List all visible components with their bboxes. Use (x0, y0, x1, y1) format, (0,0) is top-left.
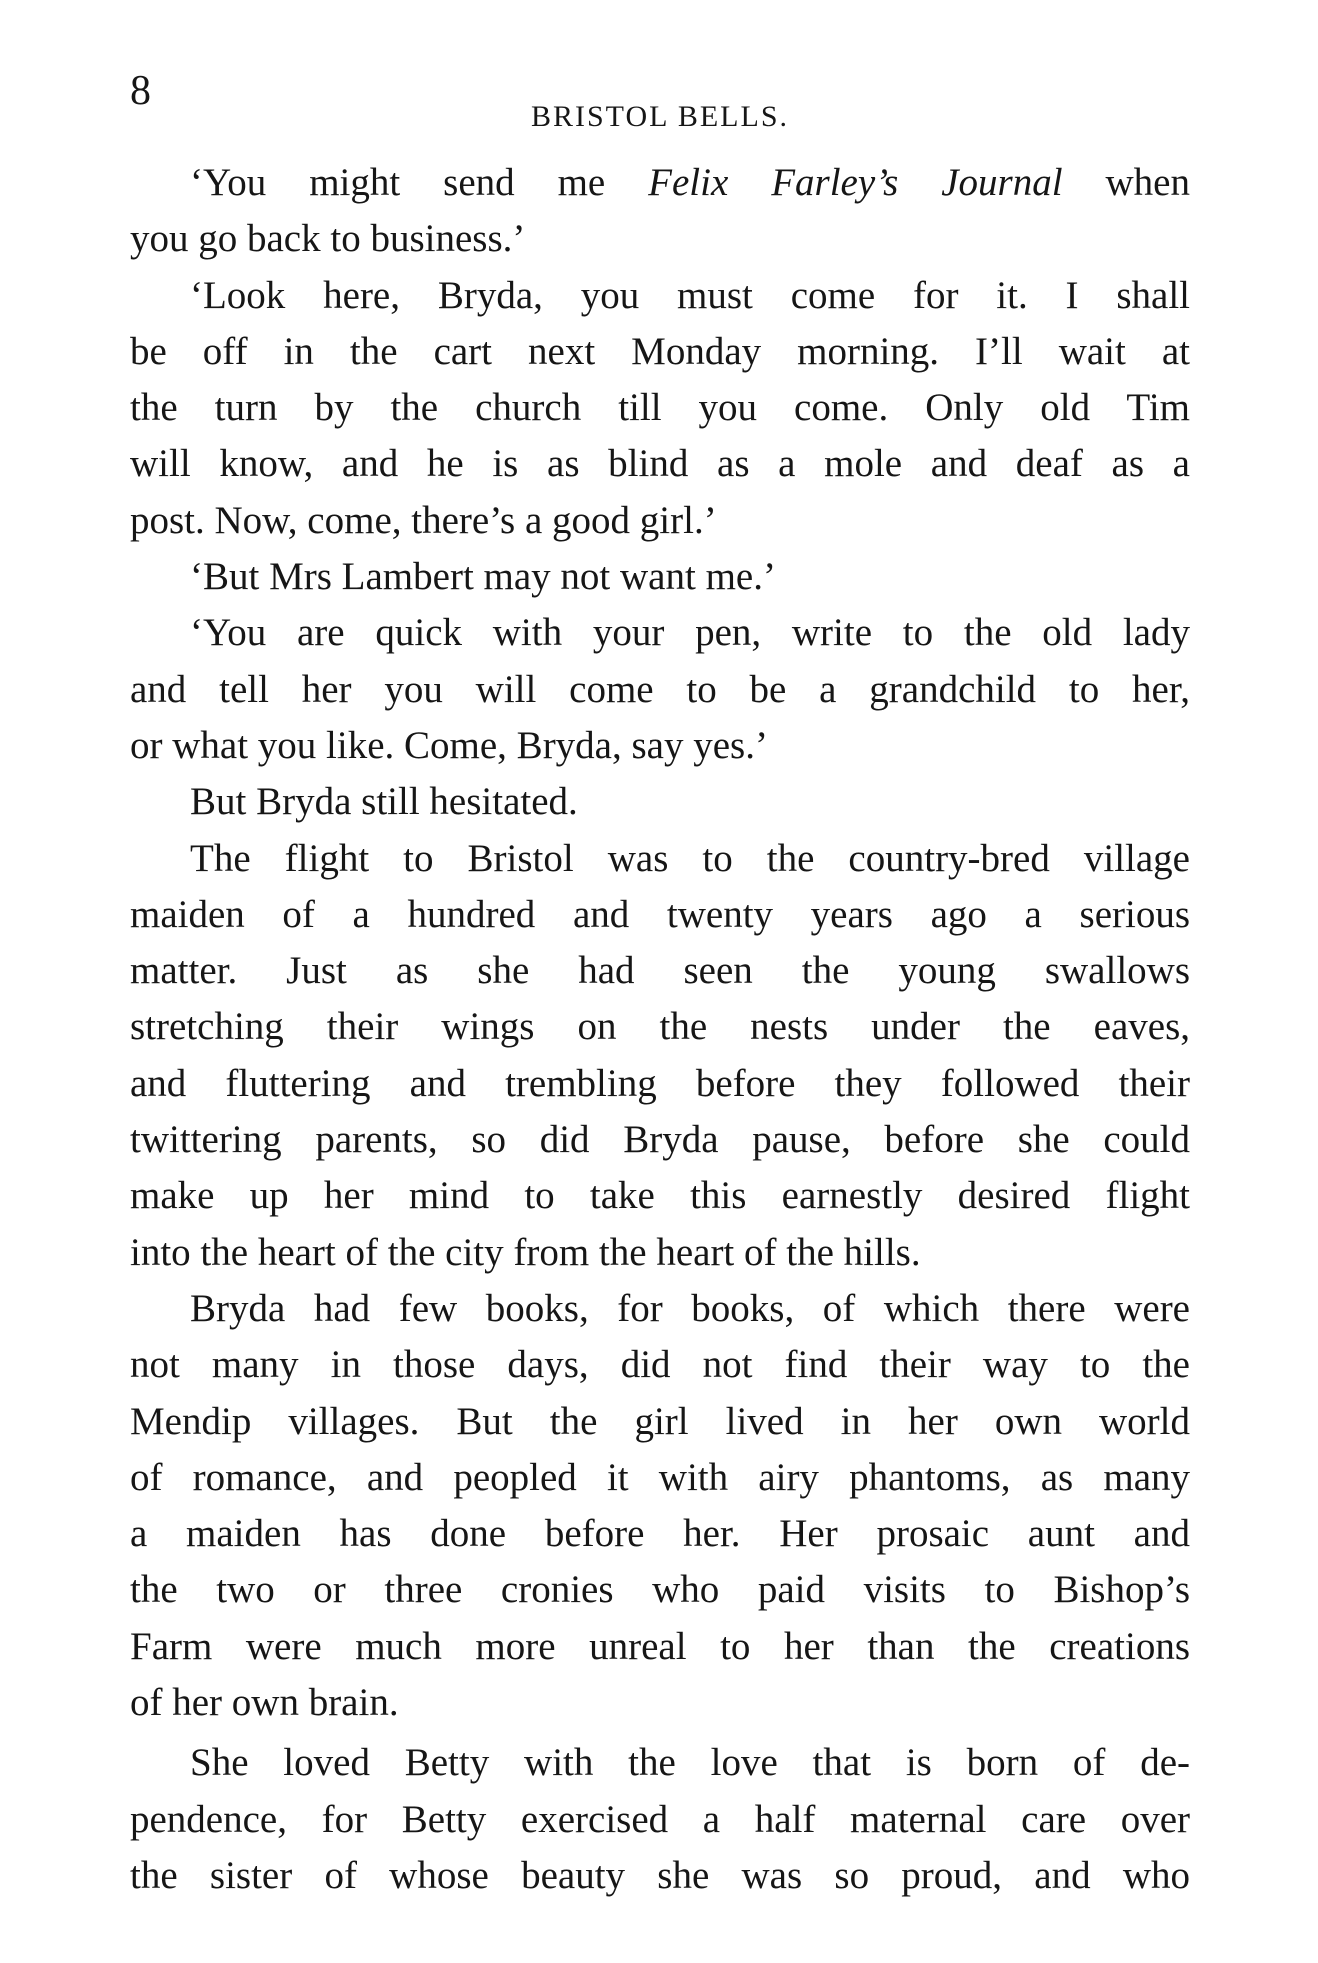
journal-title: Felix Farley’s Journal (648, 161, 1063, 204)
text-line: twittering parents, so did Bryda pause, before she could (130, 1118, 1190, 1162)
text-line: the sister of whose beauty she was so proud, and who (130, 1853, 1190, 1897)
text-line: The flight to Bristol was to the country-bred village (190, 836, 1190, 880)
text-line: or what you like. Come, Bryda, say yes.’ (130, 723, 768, 767)
text-line: Farm were much more unreal to her than the creations (130, 1624, 1190, 1668)
page-number: 8 (130, 68, 151, 114)
text-line: post. Now, come, there’s a good girl.’ (130, 498, 717, 542)
text-line: and tell her you will come to be a grandchild to her, (130, 667, 1190, 711)
text-line: ‘But Mrs Lambert may not want me.’ (190, 555, 776, 599)
text-line: a maiden has done before her. Her prosaic aunt and (130, 1512, 1190, 1556)
text-line: the turn by the church till you come. Only old Tim (130, 386, 1190, 430)
text-line: ‘Look here, Bryda, you must come for it. I shall (190, 273, 1190, 317)
text-line: make up her mind to take this earnestly desired flight (130, 1174, 1190, 1218)
text-line: not many in those days, did not find their way to the (130, 1343, 1190, 1387)
text-line: Mendip villages. But the girl lived in her own world (130, 1399, 1190, 1443)
text-line: of her own brain. (130, 1681, 399, 1725)
text-line-segment: ‘You might send me (190, 161, 649, 204)
page-header (130, 68, 1190, 133)
text-line: will know, and he is as blind as a mole and deaf as a (130, 442, 1190, 486)
text-line-segment: when (1062, 161, 1190, 204)
text-line: matter. Just as she had seen the young swallows (130, 949, 1190, 993)
body-text (130, 155, 1190, 1904)
text-line: into the heart of the city from the heart of the hills. (130, 1230, 921, 1274)
text-line: stretching their wings on the nests under the eaves, (130, 1005, 1190, 1049)
text-line: Bryda had few books, for books, of which there were (190, 1286, 1190, 1330)
text-line: pendence, for Betty exercised a half maternal care over (130, 1797, 1190, 1841)
text-line: maiden of a hundred and twenty years ago a serious (130, 892, 1190, 936)
text-line: the two or three cronies who paid visits to Bishop’s (130, 1568, 1190, 1612)
text-line: She loved Betty with the love that is born of de- (190, 1741, 1190, 1785)
text-line: and fluttering and trembling before they followed their (130, 1061, 1190, 1105)
text-line: be off in the cart next Monday morning. I’ll wait at (130, 329, 1190, 373)
running-head: BRISTOL BELLS. (530, 100, 790, 133)
text-line: of romance, and peopled it with airy phantoms, as many (130, 1455, 1190, 1499)
text-line: But Bryda still hesitated. (190, 780, 578, 824)
text-line: ‘You are quick with your pen, write to the old lady (190, 611, 1190, 655)
text-line (130, 155, 1190, 211)
text-line: you go back to business.’ (130, 217, 526, 261)
